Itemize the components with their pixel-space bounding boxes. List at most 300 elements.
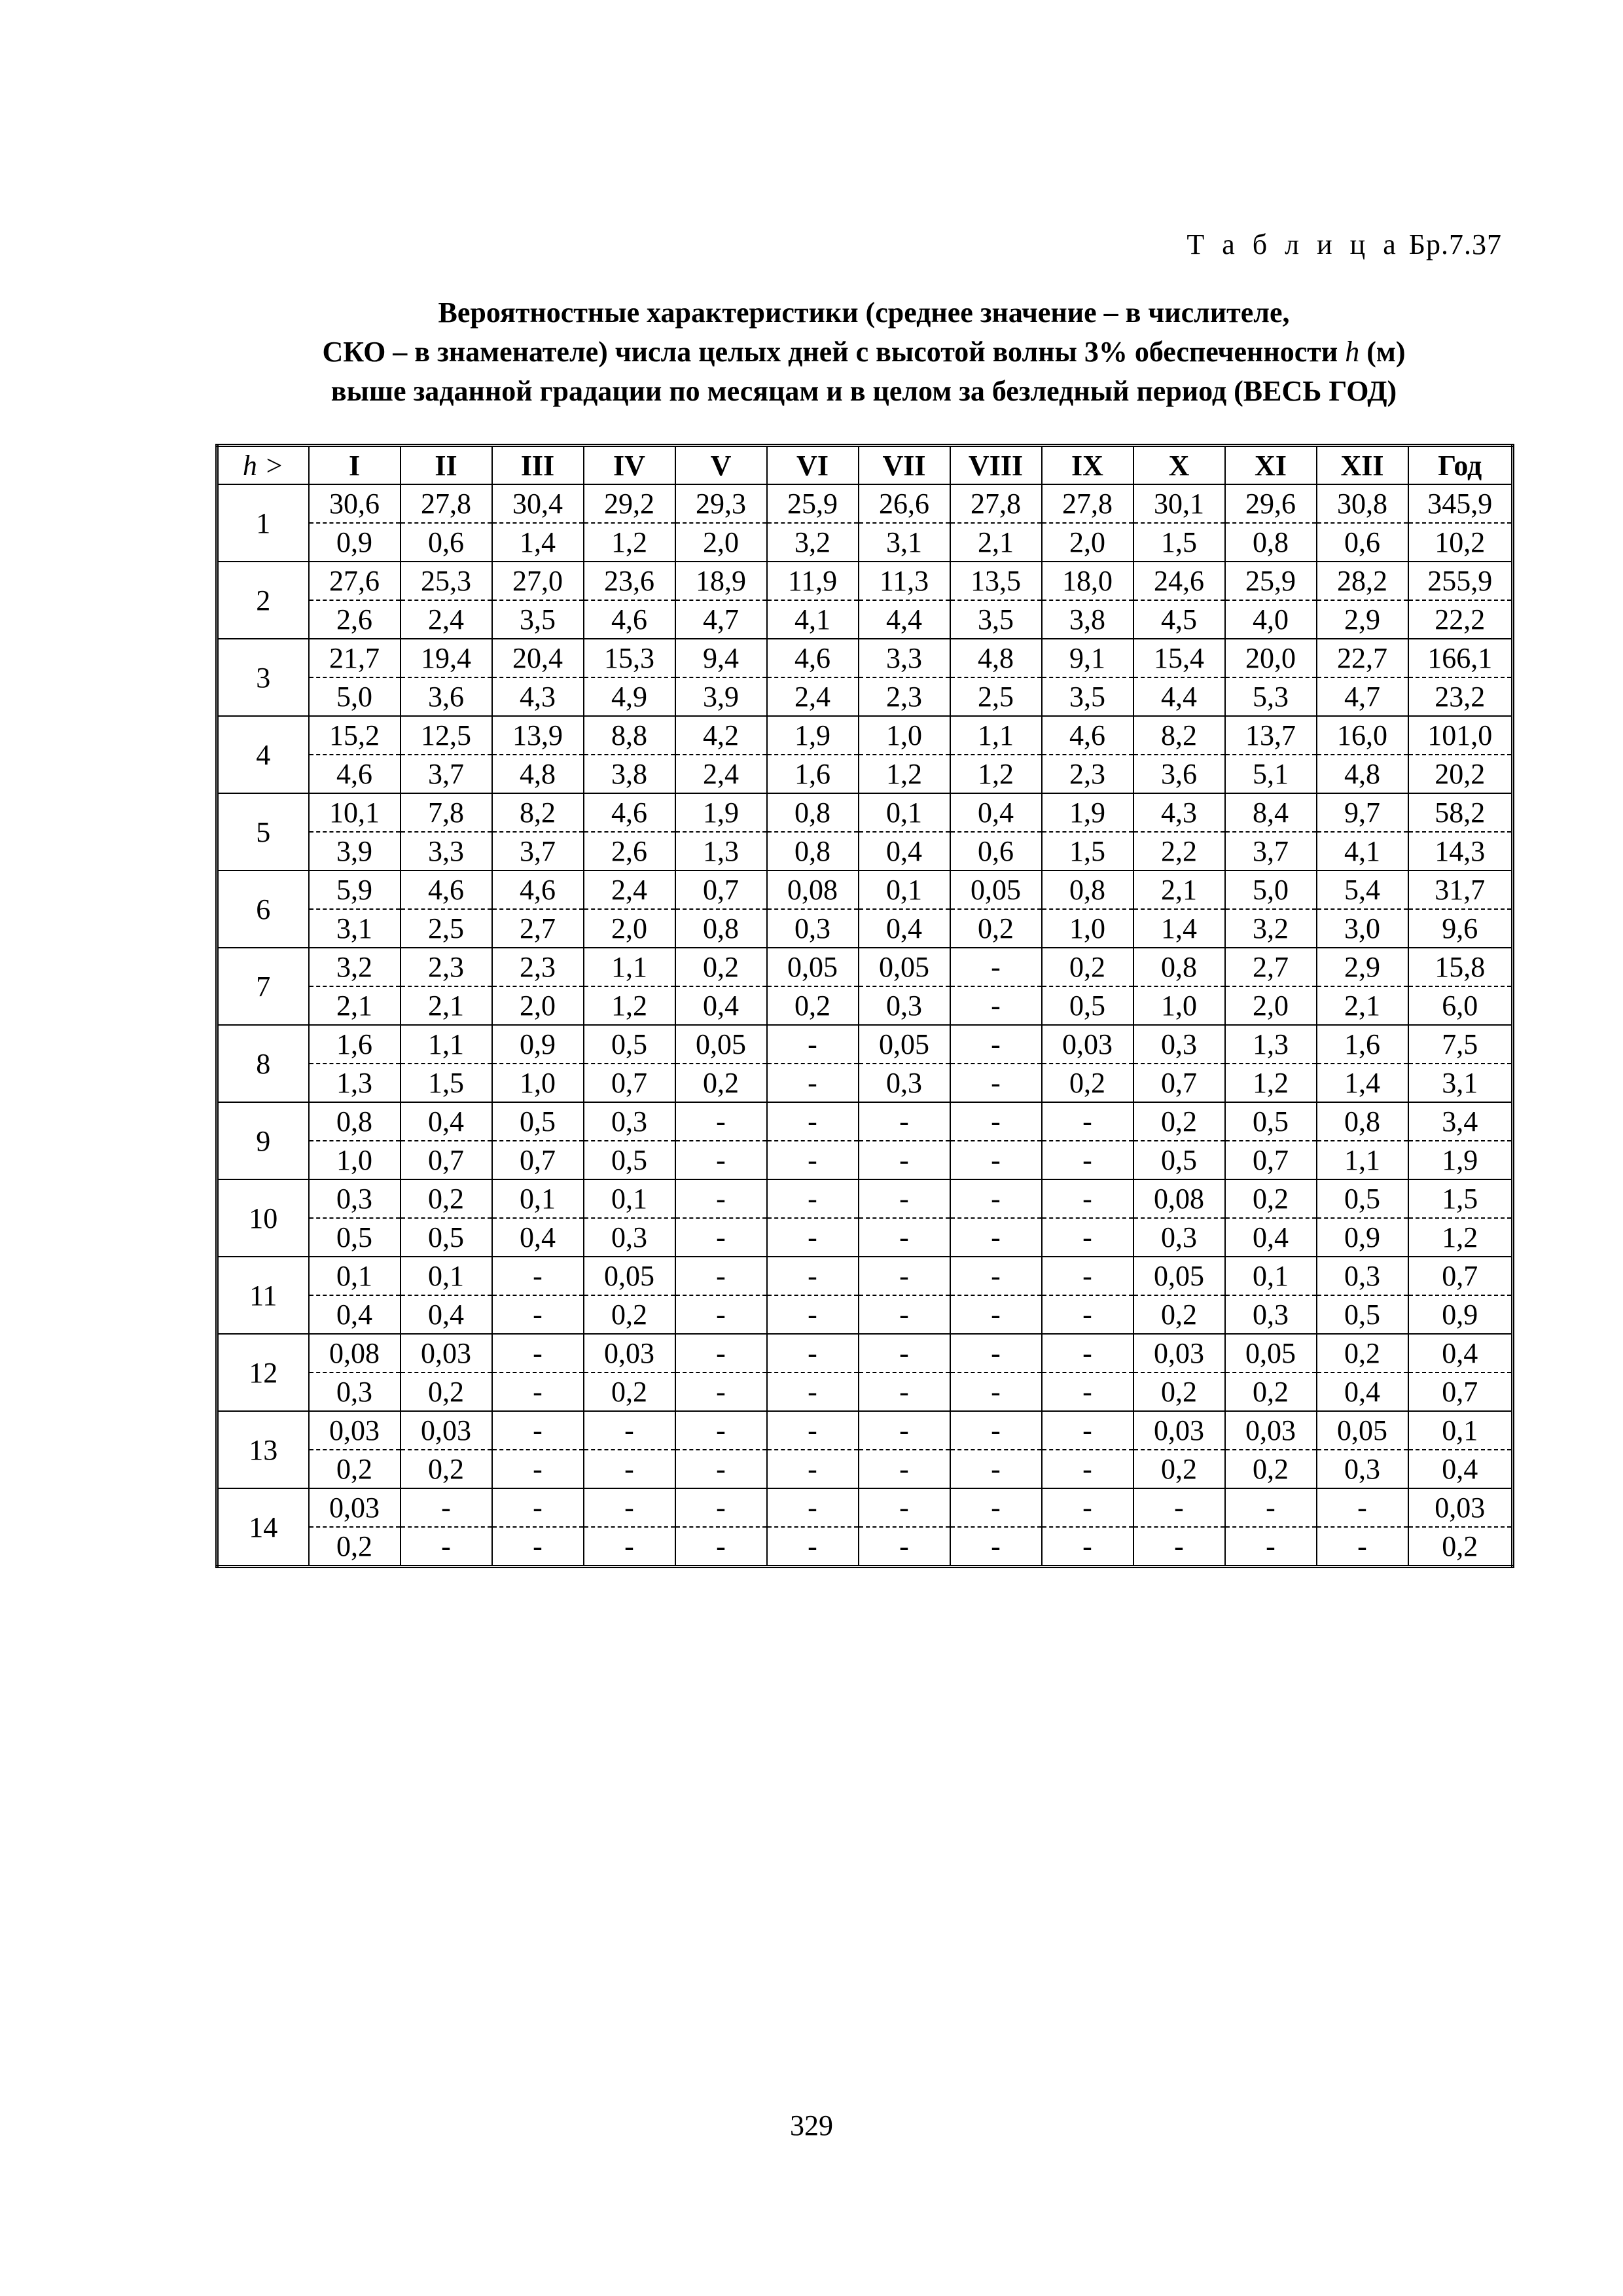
sd-cell: 0,2	[1225, 1450, 1317, 1488]
sd-cell: 3,9	[675, 677, 767, 716]
sd-cell: 4,1	[767, 600, 859, 639]
mean-cell: 255,9	[1408, 562, 1513, 600]
sd-cell: 2,9	[1317, 600, 1408, 639]
mean-cell: -	[401, 1488, 492, 1527]
sd-cell: 2,1	[401, 986, 492, 1025]
mean-cell: -	[859, 1257, 950, 1295]
sd-cell: 1,0	[1042, 909, 1133, 948]
sd-cell: -	[950, 1141, 1042, 1179]
sd-cell: -	[675, 1141, 767, 1179]
mean-cell: -	[767, 1102, 859, 1141]
mean-cell: -	[950, 1411, 1042, 1450]
sd-cell: -	[950, 1064, 1042, 1102]
mean-cell: -	[584, 1411, 675, 1450]
mean-cell: 1,6	[309, 1025, 401, 1064]
column-header: VIII	[950, 446, 1042, 485]
mean-cell: 0,03	[309, 1488, 401, 1527]
mean-cell: 0,1	[859, 793, 950, 832]
mean-cell: -	[675, 1488, 767, 1527]
mean-cell: -	[492, 1334, 584, 1372]
sd-cell: 2,4	[767, 677, 859, 716]
h-threshold-cell: 2	[217, 562, 309, 639]
table-row-mean	[217, 562, 1513, 600]
mean-cell: 13,9	[492, 716, 584, 755]
mean-cell: -	[1225, 1488, 1317, 1527]
sd-cell: -	[859, 1218, 950, 1257]
sd-cell: 3,2	[1225, 909, 1317, 948]
sd-cell: 0,4	[675, 986, 767, 1025]
column-header: IX	[1042, 446, 1133, 485]
sd-cell: 0,6	[1317, 523, 1408, 562]
mean-cell: 4,6	[492, 870, 584, 909]
sd-cell: 0,2	[1042, 1064, 1133, 1102]
mean-cell: -	[859, 1179, 950, 1218]
mean-cell: 0,2	[1317, 1334, 1408, 1372]
mean-cell: 11,3	[859, 562, 950, 600]
sd-cell: 4,6	[584, 600, 675, 639]
h-column-header: h >	[217, 446, 309, 485]
mean-cell: 0,05	[1225, 1334, 1317, 1372]
sd-cell: 4,1	[1317, 832, 1408, 870]
sd-cell: 0,6	[950, 832, 1042, 870]
mean-cell: 1,1	[950, 716, 1042, 755]
table-row-mean	[217, 1179, 1513, 1218]
sd-cell: 22,2	[1408, 600, 1513, 639]
mean-cell: -	[950, 1025, 1042, 1064]
sd-cell: 4,0	[1225, 600, 1317, 639]
sd-cell: 0,2	[1225, 1372, 1317, 1411]
mean-cell: 26,6	[859, 484, 950, 523]
mean-cell: 0,03	[1225, 1411, 1317, 1450]
sd-cell: 2,6	[309, 600, 401, 639]
mean-cell: 0,05	[859, 1025, 950, 1064]
mean-cell: -	[492, 1411, 584, 1450]
table-row-sd	[217, 523, 1513, 562]
sd-cell: 3,1	[1408, 1064, 1513, 1102]
mean-cell: 9,1	[1042, 639, 1133, 677]
mean-cell: 0,08	[309, 1334, 401, 1372]
sd-cell: 2,4	[401, 600, 492, 639]
mean-cell: -	[950, 1257, 1042, 1295]
column-header: X	[1133, 446, 1225, 485]
sd-cell: 0,2	[1408, 1527, 1513, 1567]
sd-cell: 3,8	[1042, 600, 1133, 639]
mean-cell: 0,4	[950, 793, 1042, 832]
mean-cell: 345,9	[1408, 484, 1513, 523]
sd-cell: -	[1317, 1527, 1408, 1567]
mean-cell: 0,03	[1042, 1025, 1133, 1064]
header-row	[217, 446, 1513, 485]
sd-cell: 2,3	[1042, 755, 1133, 793]
mean-cell: 3,3	[859, 639, 950, 677]
mean-cell: 15,2	[309, 716, 401, 755]
sd-cell: -	[1042, 1372, 1133, 1411]
sd-cell: 4,5	[1133, 600, 1225, 639]
sd-cell: -	[950, 1527, 1042, 1567]
mean-cell: 30,6	[309, 484, 401, 523]
mean-cell: 11,9	[767, 562, 859, 600]
sd-cell: 0,9	[309, 523, 401, 562]
mean-cell: 0,5	[1317, 1179, 1408, 1218]
mean-cell: 8,4	[1225, 793, 1317, 832]
sd-cell: -	[492, 1450, 584, 1488]
table-row-sd	[217, 600, 1513, 639]
table-row-mean	[217, 1257, 1513, 1295]
mean-cell: 20,4	[492, 639, 584, 677]
mean-cell: -	[950, 1102, 1042, 1141]
mean-cell: 25,9	[767, 484, 859, 523]
mean-cell: 1,1	[401, 1025, 492, 1064]
mean-cell: -	[1042, 1257, 1133, 1295]
mean-cell: -	[859, 1488, 950, 1527]
mean-cell: -	[1317, 1488, 1408, 1527]
mean-cell: 1,3	[1225, 1025, 1317, 1064]
mean-cell: 27,0	[492, 562, 584, 600]
sd-cell: -	[767, 1372, 859, 1411]
sd-cell: -	[859, 1372, 950, 1411]
sd-cell: 3,2	[767, 523, 859, 562]
mean-cell: 2,3	[492, 948, 584, 986]
table-row-sd	[217, 832, 1513, 870]
mean-cell: 1,1	[584, 948, 675, 986]
sd-cell: 3,6	[401, 677, 492, 716]
table-label	[1186, 228, 1502, 261]
sd-cell: 0,9	[1408, 1295, 1513, 1334]
table-row-mean	[217, 793, 1513, 832]
sd-cell: 3,6	[1133, 755, 1225, 793]
mean-cell: 0,03	[309, 1411, 401, 1450]
sd-cell: -	[950, 1450, 1042, 1488]
sd-cell: -	[584, 1527, 675, 1567]
table-row-sd	[217, 1372, 1513, 1411]
sd-cell: 0,4	[859, 832, 950, 870]
mean-cell: 0,7	[675, 870, 767, 909]
caption-line-2-unit: (м)	[1359, 336, 1406, 368]
mean-cell: 0,9	[492, 1025, 584, 1064]
sd-cell: -	[950, 1372, 1042, 1411]
sd-cell: 2,0	[1042, 523, 1133, 562]
mean-cell: 31,7	[1408, 870, 1513, 909]
table-row-mean	[217, 484, 1513, 523]
mean-cell: 0,03	[1133, 1411, 1225, 1450]
mean-cell: 0,1	[859, 870, 950, 909]
mean-cell: 27,8	[950, 484, 1042, 523]
sd-cell: 3,7	[401, 755, 492, 793]
mean-cell: 30,4	[492, 484, 584, 523]
sd-cell: 2,0	[675, 523, 767, 562]
sd-cell: 2,3	[859, 677, 950, 716]
sd-cell: -	[859, 1527, 950, 1567]
mean-cell: 0,5	[492, 1102, 584, 1141]
sd-cell: 0,4	[1317, 1372, 1408, 1411]
data-table	[215, 444, 1514, 1568]
caption-line-3: выше заданной градации по месяцам и в целом за безледный период (ВЕСЬ ГОД)	[330, 375, 1397, 407]
sd-cell: 2,4	[675, 755, 767, 793]
mean-cell: 0,05	[859, 948, 950, 986]
mean-cell: 18,0	[1042, 562, 1133, 600]
mean-cell: 0,3	[1317, 1257, 1408, 1295]
mean-cell: -	[950, 1179, 1042, 1218]
mean-cell: -	[767, 1025, 859, 1064]
mean-cell: 10,1	[309, 793, 401, 832]
sd-cell: 4,3	[492, 677, 584, 716]
mean-cell: 0,1	[1225, 1257, 1317, 1295]
mean-cell: 0,08	[767, 870, 859, 909]
sd-cell: -	[492, 1372, 584, 1411]
sd-cell: 1,3	[675, 832, 767, 870]
mean-cell: 4,6	[401, 870, 492, 909]
sd-cell: 1,2	[584, 986, 675, 1025]
mean-cell: 0,1	[584, 1179, 675, 1218]
mean-cell: 0,3	[1133, 1025, 1225, 1064]
column-header: XI	[1225, 446, 1317, 485]
mean-cell: -	[584, 1488, 675, 1527]
mean-cell: 19,4	[401, 639, 492, 677]
sd-cell: -	[950, 1295, 1042, 1334]
sd-cell: 0,4	[309, 1295, 401, 1334]
mean-cell: 28,2	[1317, 562, 1408, 600]
mean-cell: -	[767, 1488, 859, 1527]
sd-cell: -	[1042, 1218, 1133, 1257]
column-header: VI	[767, 446, 859, 485]
sd-cell: 4,9	[584, 677, 675, 716]
mean-cell: 18,9	[675, 562, 767, 600]
mean-cell: 101,0	[1408, 716, 1513, 755]
table-row-sd	[217, 1450, 1513, 1488]
column-header: I	[309, 446, 401, 485]
sd-cell: 0,3	[1225, 1295, 1317, 1334]
table-row-sd	[217, 1064, 1513, 1102]
sd-cell: 4,6	[309, 755, 401, 793]
mean-cell: 30,8	[1317, 484, 1408, 523]
column-header: III	[492, 446, 584, 485]
mean-cell: 20,0	[1225, 639, 1317, 677]
sd-cell: 5,1	[1225, 755, 1317, 793]
sd-cell: 2,0	[1225, 986, 1317, 1025]
mean-cell: 21,7	[309, 639, 401, 677]
caption-line-1: Вероятностные характеристики (среднее значение – в числителе,	[438, 296, 1290, 329]
sd-cell: 1,0	[1133, 986, 1225, 1025]
mean-cell: 8,8	[584, 716, 675, 755]
mean-cell: -	[675, 1179, 767, 1218]
mean-cell: 2,3	[401, 948, 492, 986]
table-row-sd	[217, 1218, 1513, 1257]
table-body	[217, 484, 1513, 1567]
mean-cell: 0,03	[401, 1334, 492, 1372]
sd-cell: 4,8	[1317, 755, 1408, 793]
mean-cell: 0,05	[950, 870, 1042, 909]
caption-line-2-text: СКО – в знаменателе) числа целых дней с высотой волны 3% обеспеченности	[322, 336, 1338, 368]
mean-cell: 0,2	[675, 948, 767, 986]
sd-cell: 3,8	[584, 755, 675, 793]
sd-cell: 0,5	[584, 1141, 675, 1179]
sd-cell: 2,1	[309, 986, 401, 1025]
sd-cell: 3,5	[492, 600, 584, 639]
mean-cell: 13,5	[950, 562, 1042, 600]
sd-cell: 0,8	[1225, 523, 1317, 562]
sd-cell: 1,5	[1042, 832, 1133, 870]
mean-cell: 16,0	[1317, 716, 1408, 755]
mean-cell: -	[492, 1488, 584, 1527]
mean-cell: 2,9	[1317, 948, 1408, 986]
sd-cell: -	[675, 1450, 767, 1488]
sd-cell: 3,1	[859, 523, 950, 562]
sd-cell: 0,3	[767, 909, 859, 948]
mean-cell: 7,5	[1408, 1025, 1513, 1064]
sd-cell: 1,4	[1133, 909, 1225, 948]
sd-cell: 1,4	[1317, 1064, 1408, 1102]
sd-cell: -	[1042, 1450, 1133, 1488]
sd-cell: 5,3	[1225, 677, 1317, 716]
sd-cell: -	[1225, 1527, 1317, 1567]
sd-cell: 1,2	[1225, 1064, 1317, 1102]
mean-cell: 4,6	[584, 793, 675, 832]
h-threshold-cell: 12	[217, 1334, 309, 1411]
sd-cell: 9,6	[1408, 909, 1513, 948]
table-row-mean	[217, 639, 1513, 677]
mean-cell: 0,4	[1408, 1334, 1513, 1372]
sd-cell: -	[675, 1527, 767, 1567]
mean-cell: 27,8	[1042, 484, 1133, 523]
mean-cell: 0,8	[1133, 948, 1225, 986]
mean-cell: 12,5	[401, 716, 492, 755]
mean-cell: 1,0	[859, 716, 950, 755]
sd-cell: 2,5	[401, 909, 492, 948]
mean-cell: 0,4	[401, 1102, 492, 1141]
sd-cell: 2,2	[1133, 832, 1225, 870]
sd-cell: -	[767, 1141, 859, 1179]
mean-cell: -	[492, 1257, 584, 1295]
sd-cell: -	[950, 986, 1042, 1025]
sd-cell: 0,2	[950, 909, 1042, 948]
sd-cell: 2,1	[950, 523, 1042, 562]
mean-cell: 0,8	[1317, 1102, 1408, 1141]
sd-cell: 0,2	[401, 1450, 492, 1488]
sd-cell: 0,4	[1408, 1450, 1513, 1488]
sd-cell: 2,6	[584, 832, 675, 870]
mean-cell: 4,3	[1133, 793, 1225, 832]
sd-cell: 3,3	[401, 832, 492, 870]
sd-cell: 0,7	[1225, 1141, 1317, 1179]
mean-cell: -	[950, 1488, 1042, 1527]
sd-cell: 1,0	[492, 1064, 584, 1102]
sd-cell: 3,7	[492, 832, 584, 870]
mean-cell: 25,3	[401, 562, 492, 600]
h-threshold-cell: 1	[217, 484, 309, 562]
sd-cell: 0,2	[1133, 1450, 1225, 1488]
mean-cell: 0,05	[584, 1257, 675, 1295]
sd-cell: -	[767, 1450, 859, 1488]
table-row-mean	[217, 948, 1513, 986]
mean-cell: 0,2	[1042, 948, 1133, 986]
mean-cell: 4,6	[1042, 716, 1133, 755]
mean-cell: 9,4	[675, 639, 767, 677]
mean-cell: -	[1042, 1334, 1133, 1372]
mean-cell: -	[859, 1411, 950, 1450]
mean-cell: 27,6	[309, 562, 401, 600]
table-row-mean	[217, 1025, 1513, 1064]
sd-cell: 0,7	[1133, 1064, 1225, 1102]
table-row-mean	[217, 1102, 1513, 1141]
sd-cell: 10,2	[1408, 523, 1513, 562]
column-header: IV	[584, 446, 675, 485]
mean-cell: 8,2	[492, 793, 584, 832]
sd-cell: 2,0	[492, 986, 584, 1025]
table-row-mean	[217, 1488, 1513, 1527]
sd-cell: 1,2	[950, 755, 1042, 793]
mean-cell: 2,7	[1225, 948, 1317, 986]
h-threshold-cell: 8	[217, 1025, 309, 1102]
sd-cell: -	[401, 1527, 492, 1567]
table-row-sd	[217, 677, 1513, 716]
sd-cell: 3,9	[309, 832, 401, 870]
sd-cell: 0,4	[859, 909, 950, 948]
mean-cell: 0,05	[675, 1025, 767, 1064]
sd-cell: 0,6	[401, 523, 492, 562]
sd-cell: 0,4	[1225, 1218, 1317, 1257]
sd-cell: 0,2	[584, 1295, 675, 1334]
sd-cell: -	[950, 1218, 1042, 1257]
sd-cell: 0,2	[1133, 1295, 1225, 1334]
sd-cell: 4,4	[859, 600, 950, 639]
sd-cell: 1,5	[1133, 523, 1225, 562]
sd-cell: 0,2	[309, 1527, 401, 1567]
sd-cell: 0,2	[401, 1372, 492, 1411]
mean-cell: -	[675, 1334, 767, 1372]
sd-cell: -	[859, 1450, 950, 1488]
sd-cell: -	[767, 1064, 859, 1102]
table-row-sd	[217, 909, 1513, 948]
sd-cell: -	[1133, 1527, 1225, 1567]
mean-cell: 0,03	[1133, 1334, 1225, 1372]
h-threshold-cell: 6	[217, 870, 309, 948]
h-threshold-cell: 5	[217, 793, 309, 870]
sd-cell: 1,2	[584, 523, 675, 562]
mean-cell: 1,9	[675, 793, 767, 832]
h-threshold-cell: 9	[217, 1102, 309, 1179]
sd-cell: 0,3	[1317, 1450, 1408, 1488]
sd-cell: 2,0	[584, 909, 675, 948]
h-threshold-cell: 14	[217, 1488, 309, 1567]
mean-cell: 0,2	[1225, 1179, 1317, 1218]
sd-cell: 0,9	[1317, 1218, 1408, 1257]
sd-cell: 0,7	[492, 1141, 584, 1179]
mean-cell: -	[767, 1179, 859, 1218]
column-header: V	[675, 446, 767, 485]
sd-cell: 3,1	[309, 909, 401, 948]
sd-cell: -	[767, 1218, 859, 1257]
sd-cell: 0,4	[492, 1218, 584, 1257]
mean-cell: 15,8	[1408, 948, 1513, 986]
mean-cell: 4,8	[950, 639, 1042, 677]
sd-cell: 2,7	[492, 909, 584, 948]
mean-cell: 2,4	[584, 870, 675, 909]
sd-cell: 5,0	[309, 677, 401, 716]
sd-cell: 1,6	[767, 755, 859, 793]
mean-cell: -	[1042, 1411, 1133, 1450]
sd-cell: 6,0	[1408, 986, 1513, 1025]
sd-cell: -	[859, 1141, 950, 1179]
h-threshold-cell: 10	[217, 1179, 309, 1257]
sd-cell: -	[767, 1527, 859, 1567]
sd-cell: -	[675, 1372, 767, 1411]
sd-cell: 3,0	[1317, 909, 1408, 948]
sd-cell: -	[859, 1295, 950, 1334]
h-threshold-cell: 7	[217, 948, 309, 1025]
mean-cell: 166,1	[1408, 639, 1513, 677]
mean-cell: 15,4	[1133, 639, 1225, 677]
sd-cell: 0,2	[309, 1450, 401, 1488]
